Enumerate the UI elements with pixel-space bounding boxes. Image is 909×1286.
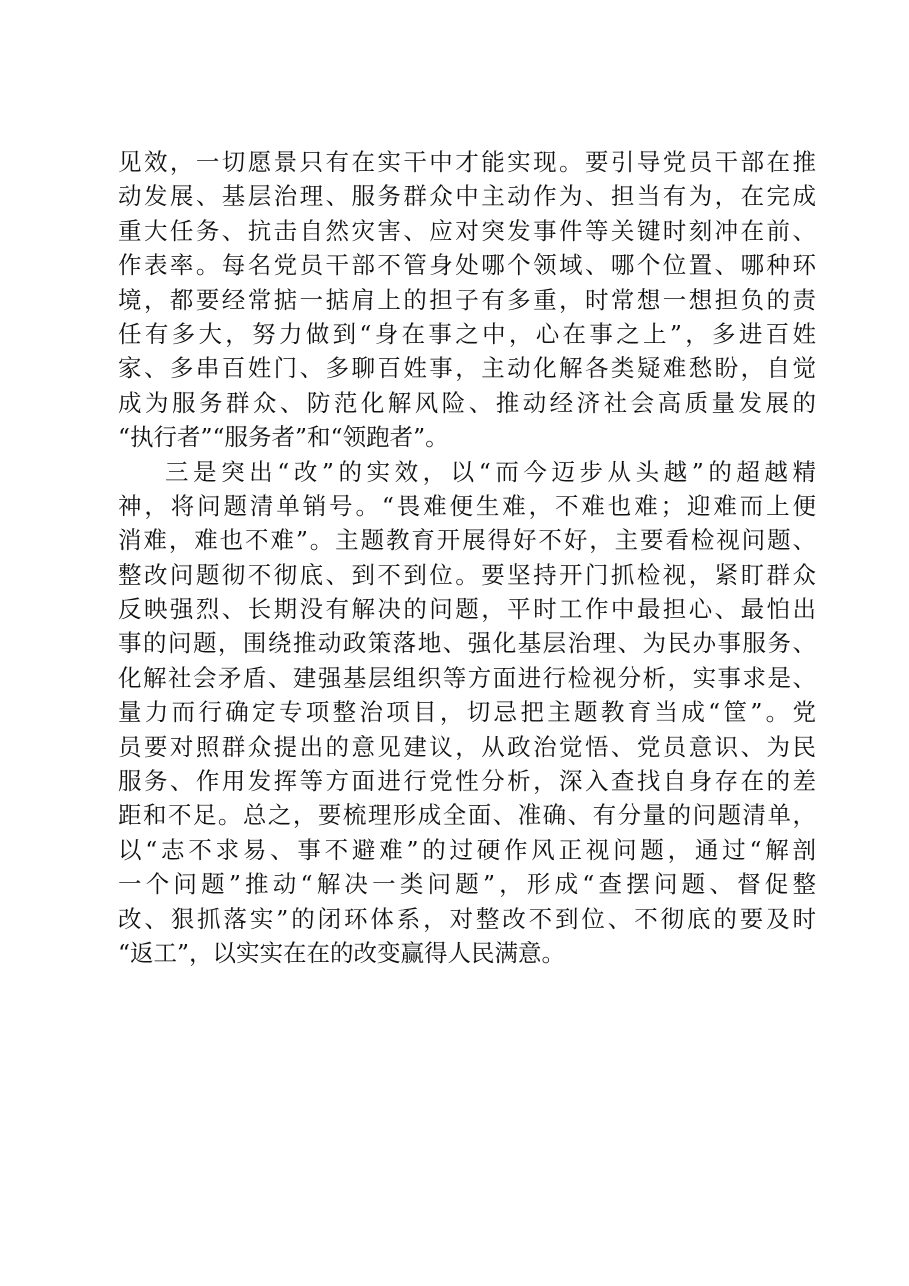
document-body	[118, 145, 816, 970]
text-line: 任有多大，努力做到“身在事之中，心在事之上”，多进百姓	[118, 319, 816, 348]
text-line: 事的问题，围绕推动政策落地、强化基层治理、为民办事服务、	[118, 629, 816, 658]
text-line: 重大任务、抗击自然灾害、应对突发事件等关键时刻冲在前、	[118, 216, 816, 245]
text-line: 化解社会矛盾、建强基层组织等方面进行检视分析，实事求是、	[118, 663, 816, 692]
text-line: 动发展、基层治理、服务群众中主动作为、担当有为，在完成	[118, 182, 816, 211]
text-line: 服务、作用发挥等方面进行党性分析，深入查找自身存在的差	[118, 767, 816, 796]
text-line: 一个问题”推动“解决一类问题”，形成“查摆问题、督促整	[118, 870, 816, 899]
text-line: 量力而行确定专项整治项目，切忌把主题教育当成“筐”。党	[118, 698, 816, 727]
text-line: 神，将问题清单销号。“畏难便生难，不难也难；迎难而上便	[118, 491, 816, 520]
paragraph-2	[118, 455, 816, 971]
text-line: 见效，一切愿景只有在实干中才能实现。要引导党员干部在推	[118, 148, 816, 176]
text-line: 距和不足。总之，要梳理形成全面、准确、有分量的问题清单，	[118, 801, 816, 830]
text-line: 境，都要经常掂一掂肩上的担子有多重，时常想一想担负的责	[118, 285, 816, 314]
text-line: “返工”，以实实在在的改变赢得人民满意。	[118, 938, 566, 967]
text-line: 改、狠抓落实”的闭环体系，对整改不到位、不彻底的要及时	[118, 904, 816, 933]
paragraph-1	[118, 145, 816, 455]
text-line: 整改问题彻不彻底、到不到位。要坚持开门抓检视，紧盯群众	[118, 560, 816, 589]
text-line: 成为服务群众、防范化解风险、推动经济社会高质量发展的	[118, 388, 816, 417]
text-line: 家、多串百姓门、多聊百姓事，主动化解各类疑难愁盼，自觉	[118, 354, 816, 383]
text-line: 消难，难也不难”。主题教育开展得好不好，主要看检视问题、	[118, 526, 816, 555]
text-line: 反映强烈、长期没有解决的问题，平时工作中最担心、最怕出	[118, 595, 816, 624]
text-line: 作表率。每名党员干部不管身处哪个领域、哪个位置、哪种环	[118, 251, 816, 280]
text-line: 以“志不求易、事不避难”的过硬作风正视问题，通过“解剖	[118, 835, 816, 864]
text-line: “执行者”“服务者”和“领跑者”。	[118, 423, 449, 452]
text-line: 员要对照群众提出的意见建议，从政治觉悟、党员意识、为民	[118, 732, 816, 761]
text-line: 三是突出“改”的实效，以“而今迈步从头越”的超越精	[165, 457, 816, 486]
